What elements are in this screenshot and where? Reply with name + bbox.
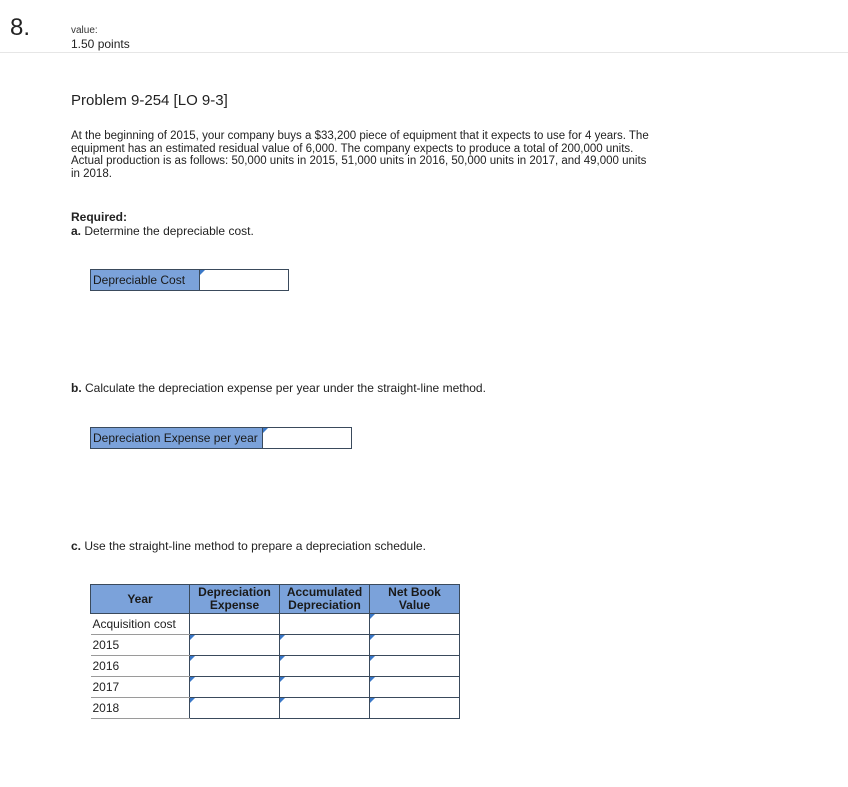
- part-c-letter: c.: [71, 539, 82, 553]
- header-acc-line1: Accumulated: [286, 585, 363, 599]
- part-b-text: Calculate the depreciation expense per year under the straight-line method.: [85, 381, 486, 395]
- part-c-instruction: [71, 540, 426, 552]
- required-heading: Required:: [71, 210, 128, 224]
- row-label: 2017: [91, 677, 190, 698]
- depreciation-expense-2016-input[interactable]: [190, 656, 279, 676]
- depreciation-expense-label: Depreciation Expense per year: [91, 428, 262, 448]
- table-row: [91, 656, 460, 677]
- table-row: [91, 635, 460, 656]
- part-a-instruction: [71, 225, 254, 237]
- accumulated-depreciation-2015-cell[interactable]: [280, 635, 370, 656]
- acquisition-net-book-value-input[interactable]: [370, 614, 459, 634]
- net-book-value-2015-input[interactable]: [370, 635, 459, 655]
- depreciation-expense-2017-cell[interactable]: [190, 677, 280, 698]
- accumulated-depreciation-2016-input[interactable]: [280, 656, 369, 676]
- part-a-letter: a.: [71, 224, 82, 238]
- accumulated-depreciation-2017-cell[interactable]: [280, 677, 370, 698]
- net-book-value-2018-input[interactable]: [370, 698, 459, 718]
- acquisition-depreciation-cell: [190, 614, 280, 635]
- points-value: 1.50 points: [71, 37, 130, 51]
- problem-title: Problem 9-254 [LO 9-3]: [71, 92, 228, 109]
- input-flag-icon: [370, 614, 375, 619]
- input-flag-icon: [280, 677, 285, 682]
- header-acc-line2: Depreciation: [288, 598, 361, 612]
- input-flag-icon: [370, 656, 375, 661]
- table-row: [91, 677, 460, 698]
- input-flag-icon: [190, 677, 195, 682]
- value-label: value:: [71, 25, 98, 36]
- depreciable-cost-label: Depreciable Cost: [91, 270, 199, 290]
- depreciation-expense-2015-input[interactable]: [190, 635, 279, 655]
- net-book-value-2015-cell[interactable]: [370, 635, 460, 656]
- input-flag-icon: [280, 656, 285, 661]
- accumulated-depreciation-2018-cell[interactable]: [280, 698, 370, 719]
- row-label: Acquisition cost: [91, 614, 190, 635]
- header-depreciation-expense: [190, 585, 280, 614]
- depreciable-cost-cell[interactable]: [199, 270, 288, 290]
- depreciation-expense-2018-input[interactable]: [190, 698, 279, 718]
- input-flag-icon: [280, 635, 285, 640]
- depreciable-cost-row: [90, 269, 289, 291]
- part-b-letter: b.: [71, 381, 82, 395]
- accumulated-depreciation-2016-cell[interactable]: [280, 656, 370, 677]
- part-c-text: Use the straight-line method to prepare a depreciation schedule.: [84, 539, 426, 553]
- input-flag-icon: [370, 635, 375, 640]
- depreciation-expense-2018-cell[interactable]: [190, 698, 280, 719]
- accumulated-depreciation-2015-input[interactable]: [280, 635, 369, 655]
- depreciation-schedule-table: [90, 584, 460, 719]
- header-nbv-line2: Value: [398, 598, 431, 612]
- header-dep-line1: Depreciation: [198, 585, 271, 599]
- header-year: Year: [91, 585, 190, 614]
- header-divider: [0, 52, 848, 53]
- net-book-value-2017-cell[interactable]: [370, 677, 460, 698]
- depreciation-expense-input[interactable]: [263, 428, 351, 448]
- row-label: 2016: [91, 656, 190, 677]
- net-book-value-2016-input[interactable]: [370, 656, 459, 676]
- depreciation-expense-2016-cell[interactable]: [190, 656, 280, 677]
- accumulated-depreciation-2017-input[interactable]: [280, 677, 369, 697]
- net-book-value-2016-cell[interactable]: [370, 656, 460, 677]
- table-row: [91, 614, 460, 635]
- table-row: [91, 698, 460, 719]
- problem-statement: At the beginning of 2015, your company buys a $33,200 piece of equipment that it expects to use for 4 years. The equipment has an estimated residual value of 6,000. The company expects to produce a total of 200,000 units. Actual production is as follows: 50,000 units in 2015, 51,000 units in 2016, 50,000 units in 2017, and 49,000 units in 2018.: [71, 130, 649, 180]
- accumulated-depreciation-2018-input[interactable]: [280, 698, 369, 718]
- input-flag-icon: [200, 270, 205, 275]
- part-b-instruction: [71, 382, 486, 394]
- header-accumulated-depreciation: [280, 585, 370, 614]
- input-flag-icon: [190, 656, 195, 661]
- acquisition-accumulated-cell: [280, 614, 370, 635]
- net-book-value-2017-input[interactable]: [370, 677, 459, 697]
- row-label: 2018: [91, 698, 190, 719]
- input-flag-icon: [370, 698, 375, 703]
- depreciation-expense-cell[interactable]: [262, 428, 351, 448]
- net-book-value-2018-cell[interactable]: [370, 698, 460, 719]
- depreciation-expense-2015-cell[interactable]: [190, 635, 280, 656]
- header-dep-line2: Expense: [209, 598, 260, 612]
- row-label: 2015: [91, 635, 190, 656]
- input-flag-icon: [370, 677, 375, 682]
- depreciable-cost-input[interactable]: [200, 270, 288, 290]
- input-flag-icon: [190, 698, 195, 703]
- table-header-row: [91, 585, 460, 614]
- question-number: 8.: [10, 14, 31, 41]
- depreciation-expense-2017-input[interactable]: [190, 677, 279, 697]
- header-net-book-value: [370, 585, 460, 614]
- input-flag-icon: [280, 698, 285, 703]
- input-flag-icon: [263, 428, 268, 433]
- part-a-text: Determine the depreciable cost.: [84, 224, 254, 238]
- input-flag-icon: [190, 635, 195, 640]
- acquisition-net-book-value-cell[interactable]: [370, 614, 460, 635]
- header-nbv-line1: Net Book: [388, 585, 441, 599]
- depreciation-expense-row: [90, 427, 352, 449]
